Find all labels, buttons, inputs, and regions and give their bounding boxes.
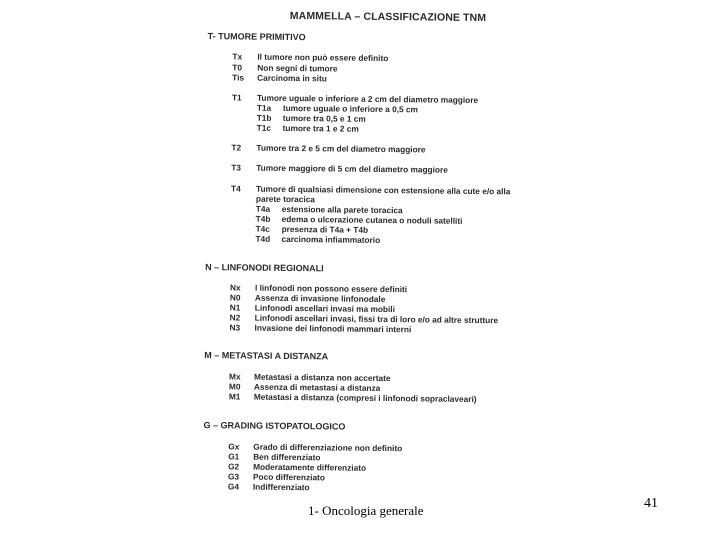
section-heading-n: N – LINFONODI REGIONALI bbox=[205, 262, 324, 274]
footer-caption: 1- Oncologia generale bbox=[308, 503, 424, 518]
scanned-document: MAMMELLA – CLASSIFICAZIONE TNM T- TUMORE PRIMITIVO Tx Il tumore non può essere definito T0 Non segni di tumore Tis Carcinoma in situ T1 Tumore uguale o inferiore a 2 cm del diametro maggiore T1a tumore uguale o inferiore a 0,5 cm T1b tumore tra 0,5 e 1 cm T1c tumore tra 1 e 2 cm T2 Tumore tra 2 e 5 cm del diametro maggiore T3 Tumore maggiore di 5 cm del diametro maggiore T4 Tumore di qualsiasi dimensione con estensione alla cute e/o alla parete toracica T4a estensione alla parete toracica T4b edema o ulcerazione cutanea o noduli satelliti T4c presenza di T4a + T4b T4d carcinoma infiammatorio N – LINFONODI REGIONALI Nx I linfonodi non possono essere definiti N0 Assenza di invasione linfonodale N1 Linfonodi ascellari invasi ma mobili N2 Linfonodi ascellari invasi, fissi tra di loro e/o ad altre strutture N3 Invasione dei linfonodi mammari interni M – METASTASI A DISTANZA Mx Metastasi a distanza non accertate M0 Assenza di metastasi a distanza M1 Metastasi a distanza (compresi i linfonodi sopraclaveari) G – GRADING ISTOPATOLOGICO Gx Grado di differenziazione non definito G1 Ben differenziato G2 Moderatamente differenziato G3 Poco differenziato G4 Indifferenziato bbox=[203, 9, 511, 493]
section-heading-m: M – METASTASI A DISTANZA bbox=[204, 350, 329, 362]
document-title: MAMMELLA – CLASSIFICAZIONE TNM bbox=[289, 9, 487, 25]
page-number: 41 bbox=[644, 496, 658, 511]
section-heading-t: T- TUMORE PRIMITIVO bbox=[207, 31, 306, 43]
section-heading-g: G – GRADING ISTOPATOLOGICO bbox=[203, 420, 346, 432]
list-item-continuation: parete toracica bbox=[255, 193, 316, 205]
